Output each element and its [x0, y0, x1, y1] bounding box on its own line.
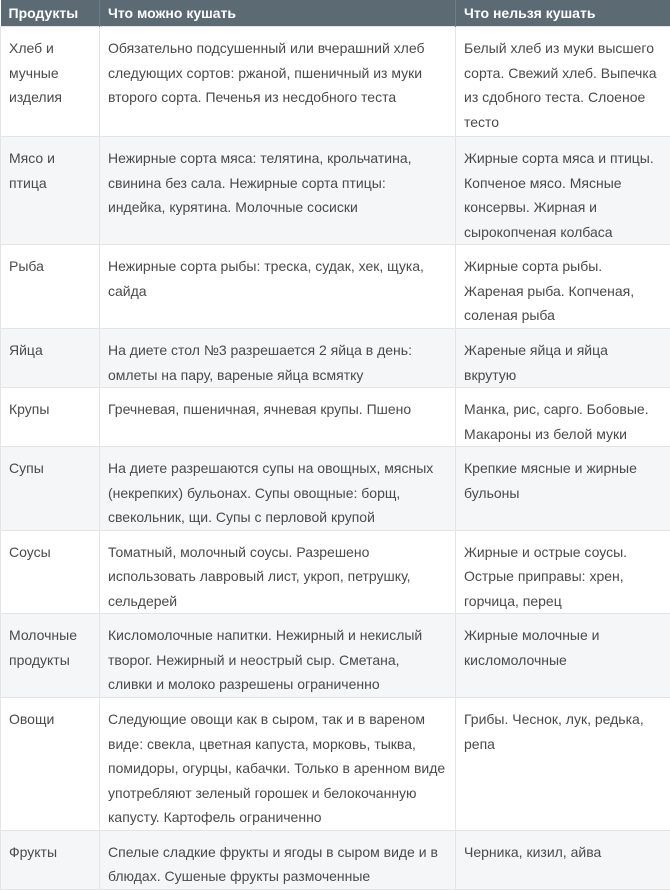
forbidden-cell: Грибы. Чеснок, лук, редька, репа — [456, 698, 670, 831]
forbidden-cell: Жирные и острые соусы. Острые приправы: хрен, горчица, перец — [456, 530, 670, 614]
table-row — [1, 614, 670, 698]
product-cell: Фрукты — [1, 830, 100, 889]
forbidden-cell: Манка, рис, сарго. Бобовые. Макароны из белой муки — [456, 388, 670, 447]
header-products: Продукты — [1, 0, 100, 27]
table-row — [1, 329, 670, 388]
product-cell: Яйца — [1, 329, 100, 388]
allowed-cell: Нежирные сорта рыбы: треска, судак, хек, щука, сайда — [100, 245, 456, 329]
forbidden-cell: Черника, кизил, айва — [456, 830, 670, 889]
table-row — [1, 137, 670, 245]
allowed-cell: Следующие овощи как в сыром, так и в вареном виде: свекла, цветная капуста, морковь, тыква, помидоры, огурцы, кабачки. Только в аренном виде употребляют зеленый горошек и белокочанную капусту. Картофель ограниченно — [100, 698, 456, 831]
product-cell: Супы — [1, 447, 100, 531]
table-row — [1, 27, 670, 137]
product-cell: Рыба — [1, 245, 100, 329]
allowed-cell: Нежирные сорта мяса: телятина, крольчатина, свинина без сала. Нежирные сорта птицы: индейка, курятина. Молочные сосиски — [100, 137, 456, 245]
allowed-cell: На диете стол №3 разрешается 2 яйца в день: омлеты на пару, вареные яйца всмятку — [100, 329, 456, 388]
table-row — [1, 388, 670, 447]
header-allowed: Что можно кушать — [100, 0, 456, 27]
header-forbidden: Что нельзя кушать — [456, 0, 670, 27]
forbidden-cell: Жареные яйца и яйца вкрутую — [456, 329, 670, 388]
header-row — [1, 0, 670, 27]
product-cell: Соусы — [1, 530, 100, 614]
table-row — [1, 830, 670, 889]
table-row — [1, 530, 670, 614]
table-row — [1, 245, 670, 329]
table-header — [1, 0, 670, 27]
allowed-cell: Томатный, молочный соусы. Разрешено использовать лавровый лист, укроп, петрушку, сельдерей — [100, 530, 456, 614]
forbidden-cell: Белый хлеб из муки высшего сорта. Свежий хлеб. Выпечка из сдобного теста. Слоеное тесто — [456, 27, 670, 137]
table-body — [1, 27, 670, 890]
allowed-cell: Гречневая, пшеничная, ячневая крупы. Пшено — [100, 388, 456, 447]
product-cell: Мясо и птица — [1, 137, 100, 245]
product-cell: Овощи — [1, 698, 100, 831]
allowed-cell: Обязательно подсушенный или вчерашний хлеб следующих сортов: ржаной, пшеничный из муки второго сорта. Печенья из несдобного теста — [100, 27, 456, 137]
allowed-cell: Кисломолочные напитки. Нежирный и некислый творог. Нежирный и неострый сыр. Сметана, сливки и молоко разрешены ограниченно — [100, 614, 456, 698]
table-row — [1, 447, 670, 531]
allowed-cell: Спелые сладкие фрукты и ягоды в сыром виде и в блюдах. Сушеные фрукты размоченные — [100, 830, 456, 889]
forbidden-cell: Жирные сорта мяса и птицы. Копченое мясо. Мясные консервы. Жирная и сырокопченая колбаса — [456, 137, 670, 245]
forbidden-cell: Жирные молочные и кисломолочные — [456, 614, 670, 698]
forbidden-cell: Жирные сорта рыбы. Жареная рыба. Копченая, соленая рыба — [456, 245, 670, 329]
allowed-cell: На диете разрешаются супы на овощных, мясных (некрепких) бульонах. Супы овощные: борщ, свекольник, щи. Супы с перловой крупой — [100, 447, 456, 531]
forbidden-cell: Крепкие мясные и жирные бульоны — [456, 447, 670, 531]
product-cell: Молочные продукты — [1, 614, 100, 698]
product-cell: Крупы — [1, 388, 100, 447]
table-row — [1, 698, 670, 831]
product-cell: Хлеб и мучные изделия — [1, 27, 100, 137]
